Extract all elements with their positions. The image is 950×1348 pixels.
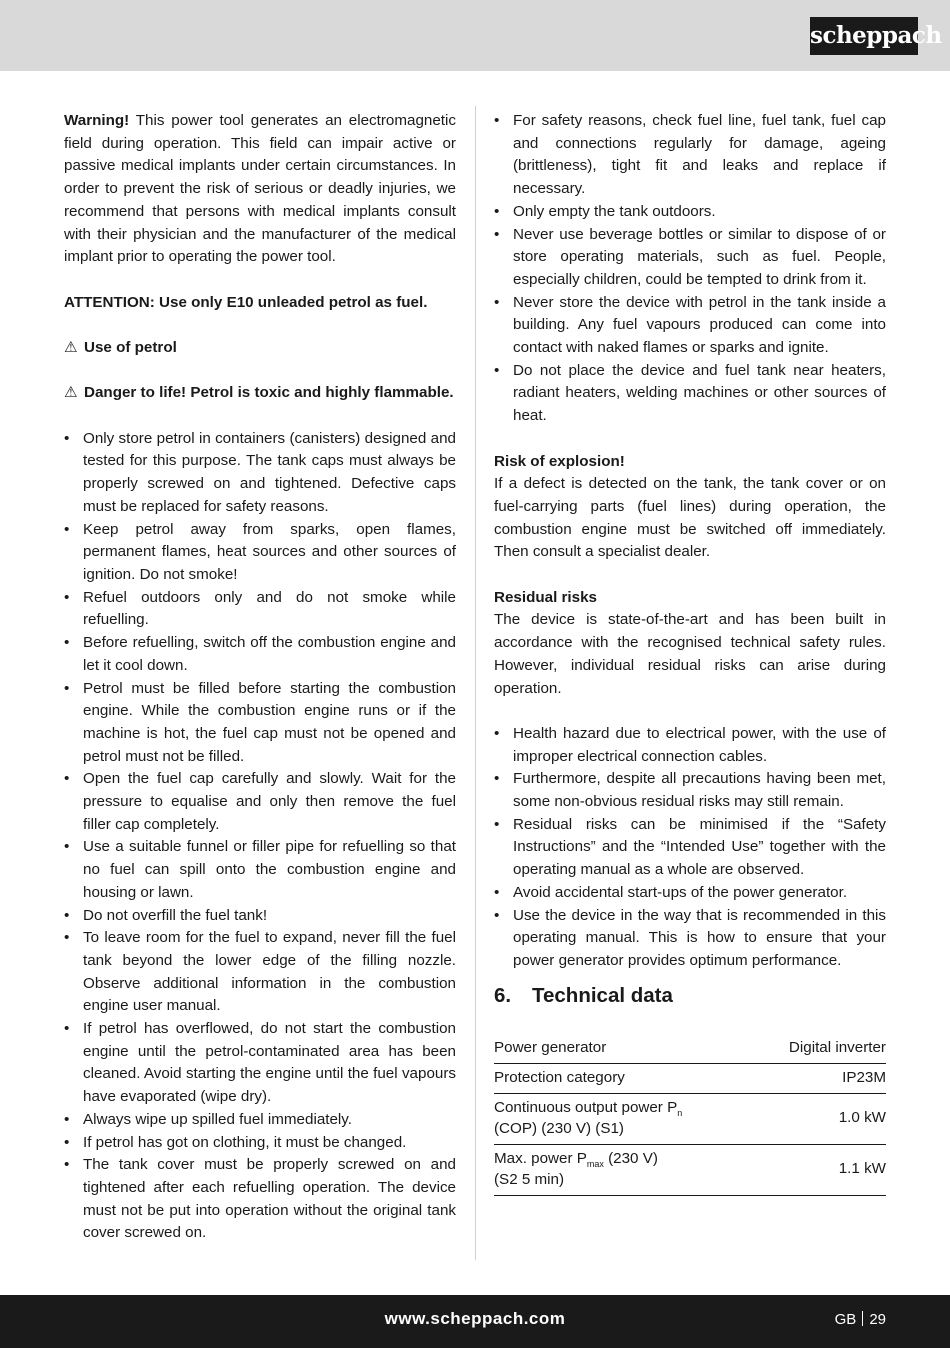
page-header bbox=[0, 0, 950, 71]
list-item: • Keep petrol away from sparks, open flames, permanent flames, heat sources and other sources of ignition. Do not smoke! bbox=[64, 520, 456, 583]
list-item: • Only empty the tank outdoors. bbox=[494, 202, 716, 220]
list-item: • Health hazard due to electrical power, with the use of improper electrical connection cables. bbox=[494, 724, 886, 765]
section-number: 6. bbox=[494, 983, 512, 1007]
list-item: • Residual risks can be minimised if the “Safety Instructions” and the “Intended Use” together with the operating manual as a whole are observed. bbox=[494, 815, 886, 879]
list-item: • The tank cover must be properly screwed on and tightened after each refuelling operation. The device must not be put into operation without the original tank cover screwed on. bbox=[64, 1156, 456, 1242]
technical-data-table bbox=[494, 1034, 886, 1196]
page-number: GB 29 bbox=[834, 1311, 886, 1328]
table-row: Power generator Digital inverter bbox=[494, 1034, 886, 1064]
warning-triangle-icon: ⚠ bbox=[64, 339, 78, 356]
table-row: Continuous output power $P_n$ (COP) (230 V) (S1) 1.0 kW bbox=[494, 1093, 886, 1144]
list-item: • Never use beverage bottles or similar to dispose of or store operating materials, such as fuel. People, especially children, could be tempted to drink from it. bbox=[494, 225, 886, 288]
list-item: • For safety reasons, check fuel line, fuel tank, fuel cap and connections regularly for damage, ageing (brittleness), tight fit and leaks and replace if necessary. bbox=[494, 112, 886, 198]
residual-risks-list bbox=[494, 723, 886, 973]
list-item: • Only store petrol in containers (canisters) designed and tested for this purpose. The tank caps must always be properly screwed on and tightened. Defective caps must be replaced for safety reasons. bbox=[64, 429, 456, 515]
list-item: • Refuel outdoors only and do not smoke while refuelling. bbox=[64, 588, 456, 629]
right-column bbox=[494, 110, 886, 1196]
list-item: • Always wipe up spilled fuel immediately. bbox=[64, 1110, 352, 1128]
section-title: Technical data bbox=[532, 983, 673, 1007]
column-divider bbox=[475, 106, 476, 1260]
brand-logo: scheppach bbox=[810, 17, 918, 55]
list-item: • If petrol has overflowed, do not start the combustion engine until the petrol-contaminated area has been cleaned. Avoid starting the engine until the fuel vapours have evaporated (wipe dry). bbox=[64, 1020, 456, 1106]
residual-risks-heading: Residual risks bbox=[494, 588, 597, 606]
list-item: • To leave room for the fuel to expand, never fill the fuel tank beyond the lower edge of the filling nozzle. Observe additional information in the combustion engine user manual. bbox=[64, 929, 456, 1015]
danger-heading: ⚠ Danger to life! Petrol is toxic and highly flammable. bbox=[64, 382, 456, 405]
fuel-safety-list bbox=[494, 110, 886, 428]
warning-lead: Warning! bbox=[64, 112, 130, 129]
list-item: • If petrol has got on clothing, it must be changed. bbox=[64, 1133, 407, 1151]
list-item: • Use a suitable funnel or filler pipe for refuelling so that no fuel can spill onto the combustion engine and housing or lawn. bbox=[64, 838, 456, 901]
explosion-heading: Risk of explosion! bbox=[494, 452, 625, 470]
list-item: • Open the fuel cap carefully and slowly. Wait for the pressure to equalise and only then remove the fuel filler cap completely. bbox=[64, 770, 456, 833]
attention-notice: ATTENTION: Use only E10 unleaded petrol as fuel. bbox=[64, 293, 428, 311]
technical-data-heading bbox=[494, 983, 886, 1009]
use-of-petrol-heading: ⚠ Use of petrol bbox=[64, 337, 456, 360]
list-item: • Avoid accidental start-ups of the power generator. bbox=[494, 883, 848, 901]
residual-risks-text: The device is state-of-the-art and has been built in accordance with the recognised technical safety rules. However, individual residual risks can arise during operation. bbox=[494, 611, 886, 697]
list-item: • Use the device in the way that is recommended in this operating manual. This is how to ensure that your power generator provides optimum performance. bbox=[494, 906, 886, 969]
list-item: • Petrol must be filled before starting the combustion engine. While the combustion engine runs or if the machine is hot, the fuel cap must not be opened and petrol must not be filled. bbox=[64, 679, 456, 765]
table-row: Protection category IP23M bbox=[494, 1063, 886, 1093]
list-item: • Do not overfill the fuel tank! bbox=[64, 906, 268, 924]
table-row: Max. power $P_{max}$ (230 V) (S2 5 min) 1.1 kW bbox=[494, 1144, 886, 1195]
list-item: • Before refuelling, switch off the combustion engine and let it cool down. bbox=[64, 634, 456, 674]
page-footer bbox=[0, 1295, 950, 1348]
explosion-text: If a defect is detected on the tank, the tank cover or on fuel-carrying parts (fuel lines) during operation, the combustion engine must be switched off immediately. Then consult a specialist dealer. bbox=[494, 475, 886, 561]
list-item: • Do not place the device and fuel tank near heaters, radiant heaters, welding machines or other sources of heat. bbox=[494, 361, 886, 425]
petrol-safety-list bbox=[64, 428, 456, 1245]
left-column bbox=[64, 110, 456, 1245]
website-url: www.scheppach.com bbox=[384, 1309, 566, 1328]
warning-triangle-icon: ⚠ bbox=[64, 384, 78, 402]
warning-paragraph bbox=[64, 110, 456, 269]
warning-text: This power tool generates an electromagnetic field during operation. This field can impair active or passive medical implants under certain circumstances. In order to prevent the risk of serious or deadly injuries, we recommend that persons with medical implants consult with their physician and the manufacturer of the medical implant prior to operating the power tool. bbox=[64, 112, 456, 266]
list-item: • Never store the device with petrol in the tank inside a building. Any fuel vapours produced can come into contact with naked flames or sparks and ignite. bbox=[494, 293, 886, 357]
list-item: • Furthermore, despite all precautions having been met, some non-obvious residual risks may still remain. bbox=[494, 770, 886, 811]
